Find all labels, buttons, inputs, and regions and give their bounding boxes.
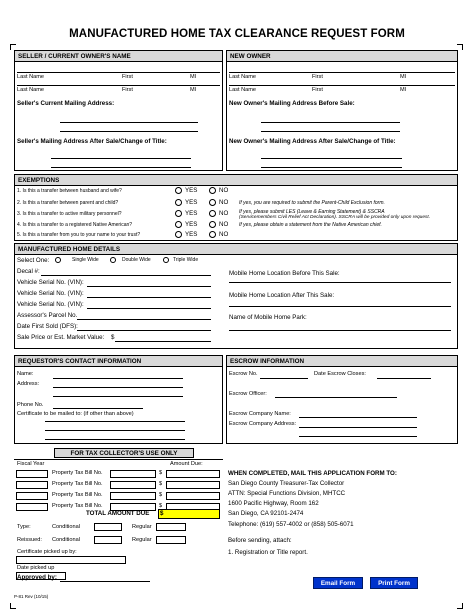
bill-number-input[interactable]	[110, 492, 156, 500]
escrow-company-name-line[interactable]	[299, 417, 417, 418]
conditional-label: Conditional	[52, 537, 80, 543]
total-dollar-sign: $	[160, 510, 164, 517]
attach-item-text: 1. Registration or Title report.	[228, 549, 308, 556]
date-picked-up-label: Date picked up	[17, 565, 55, 571]
exemption-no-radio[interactable]	[209, 187, 216, 194]
exemption-no-radio[interactable]	[209, 231, 216, 238]
new-owner-last-name-label: Last Name	[229, 87, 257, 93]
new-owner-before-sale-address-line[interactable]	[261, 122, 400, 123]
requestor-name-line[interactable]	[53, 378, 183, 379]
bill-label: Property Tax Bill No.	[52, 503, 103, 509]
seller-current-address-line[interactable]	[60, 131, 198, 132]
new-owner-first-label: First	[312, 87, 323, 93]
decal-label: Decal #:	[17, 268, 40, 275]
collector-top-rule	[14, 459, 223, 460]
escrow-officer-line[interactable]	[275, 397, 397, 398]
type-regular-checkbox[interactable]	[156, 523, 186, 531]
location-before-line[interactable]	[229, 282, 451, 283]
parcel-label: Assessor's Parcel No.	[17, 312, 78, 319]
fiscal-year-input[interactable]	[16, 470, 48, 478]
exemption-yes-radio[interactable]	[175, 187, 182, 194]
collector-section	[14, 448, 223, 588]
exemption-yes-radio[interactable]	[175, 210, 182, 217]
select-one-label: Select One:	[17, 257, 50, 264]
exemptions-header: EXEMPTIONS	[15, 175, 457, 186]
exemptions-section	[14, 174, 458, 241]
seller-name-line[interactable]	[17, 72, 220, 73]
seller-current-address-line[interactable]	[60, 122, 198, 123]
escrow-company-name-label: Escrow Company Name:	[229, 411, 291, 417]
single-wide-radio[interactable]	[55, 257, 61, 263]
new-owner-after-sale-address-label: New Owner's Mailing Address After Sale/Change of Title:	[229, 138, 396, 145]
exemption-question: 3. Is this a transfer to active military personnel?	[17, 211, 122, 217]
exemption-question: 4. Is this a transfer to a registered Native American?	[17, 222, 133, 228]
seller-first-label: First	[122, 87, 133, 93]
triple-wide-radio[interactable]	[163, 257, 169, 263]
registration-mark	[457, 603, 463, 609]
sale-price-dollar: $	[111, 334, 115, 341]
approved-by-line[interactable]	[60, 581, 150, 582]
triple-wide-label: Triple Wide	[173, 257, 199, 263]
seller-mi-label: MI	[190, 74, 197, 80]
escrow-section	[226, 355, 458, 444]
vin-input-line[interactable]	[87, 308, 211, 309]
yes-label: YES	[185, 199, 198, 206]
approved-by-label: Approved by:	[17, 574, 57, 581]
new-owner-after-sale-address-line[interactable]	[261, 158, 402, 159]
reissued-conditional-checkbox[interactable]	[94, 536, 122, 544]
exemption-question: 1. Is this a transfer between husband and wife?	[17, 188, 122, 194]
park-name-label: Name of Mobile Home Park:	[229, 314, 307, 321]
registration-mark	[10, 603, 16, 609]
form-code: P-81 Rev (10/15)	[14, 594, 49, 599]
single-wide-label: Single Wide	[72, 257, 99, 263]
fiscal-year-input[interactable]	[16, 503, 48, 511]
amount-due-label: Amount Due:	[170, 461, 203, 467]
seller-after-sale-address-line[interactable]	[51, 167, 191, 168]
vin-label: Vehicle Serial No. (VIN):	[17, 290, 84, 297]
no-label: NO	[219, 199, 229, 206]
certificate-mail-line[interactable]	[45, 439, 185, 440]
exemption-yes-radio[interactable]	[175, 231, 182, 238]
seller-name-line-2[interactable]	[17, 85, 220, 86]
seller-after-sale-address-label: Seller's Mailing Address After Sale/Change of Title:	[17, 138, 167, 145]
exemption-no-radio[interactable]	[209, 199, 216, 206]
mail-address-line: San Diego County Treasurer-Tax Collector	[228, 480, 345, 487]
decal-input-line[interactable]	[41, 275, 211, 276]
amount-input[interactable]	[166, 492, 220, 500]
escrow-no-line[interactable]	[260, 378, 308, 379]
reissued-regular-checkbox[interactable]	[156, 536, 186, 544]
amount-input[interactable]	[166, 470, 220, 478]
new-owner-before-sale-address-line[interactable]	[261, 131, 400, 132]
escrow-company-address-line[interactable]	[299, 436, 417, 437]
new-owner-first-label: First	[312, 74, 323, 80]
no-label: NO	[219, 187, 229, 194]
new-owner-after-sale-address-line[interactable]	[261, 167, 402, 168]
requestor-phone-label: Phone No.	[17, 402, 44, 408]
form-title: MANUFACTURED HOME TAX CLEARANCE REQUEST FORM	[69, 28, 405, 40]
seller-section	[14, 50, 223, 171]
fiscal-year-input[interactable]	[16, 481, 48, 489]
type-conditional-checkbox[interactable]	[94, 523, 122, 531]
telephone-text: Telephone: (619) 557-4002 or (858) 505-6071	[228, 521, 354, 528]
new-owner-mi-label: MI	[400, 87, 407, 93]
seller-mi-label: MI	[190, 87, 197, 93]
certificate-mail-line[interactable]	[45, 421, 185, 422]
new-owner-mi-label: MI	[400, 74, 407, 80]
certificate-picked-up-label: Certificate picked up by:	[17, 549, 77, 555]
vin-input-line[interactable]	[87, 297, 211, 298]
requestor-name-label: Name:	[17, 371, 34, 377]
bill-number-input[interactable]	[110, 481, 156, 489]
certificate-mail-label: Certificate to be mailed to: (if other than above)	[17, 411, 134, 417]
double-wide-radio[interactable]	[110, 257, 116, 263]
new-owner-name-line[interactable]	[229, 72, 455, 73]
regular-label: Regular	[132, 537, 152, 543]
email-form-button[interactable]: Email Form	[313, 577, 363, 589]
print-form-button[interactable]: Print Form	[370, 577, 418, 589]
dollar-sign: $	[159, 481, 163, 487]
exemption-no-radio[interactable]	[209, 221, 216, 228]
parcel-input-line[interactable]	[77, 319, 211, 320]
exemption-yes-radio[interactable]	[175, 199, 182, 206]
certificate-mail-line[interactable]	[45, 430, 185, 431]
before-sending-text: Before sending, attach:	[228, 537, 292, 544]
mh-details-section	[14, 243, 458, 349]
dollar-sign: $	[159, 470, 163, 476]
amount-input[interactable]	[166, 481, 220, 489]
mail-to-heading: WHEN COMPLETED, MAIL THIS APPLICATION FORM TO:	[228, 470, 397, 477]
requestor-phone-line[interactable]	[53, 408, 143, 409]
exemption-yes-radio[interactable]	[175, 221, 182, 228]
yes-label: YES	[185, 221, 198, 228]
total-amount-due-label: TOTAL AMOUNT DUE	[86, 510, 150, 517]
no-label: NO	[219, 210, 229, 217]
new-owner-section	[226, 50, 458, 171]
exemption-question: 5. Is this a transfer from you to your name to your trust?	[17, 232, 141, 238]
double-wide-label: Double Wide	[122, 257, 151, 263]
fiscal-year-label: Fiscal Year	[17, 461, 45, 467]
date-escrow-closes-line[interactable]	[377, 378, 431, 379]
new-owner-name-line-2[interactable]	[229, 85, 455, 86]
seller-last-name-label: Last Name	[17, 87, 45, 93]
seller-after-sale-address-line[interactable]	[51, 158, 191, 159]
park-name-line[interactable]	[229, 330, 451, 331]
escrow-no-label: Escrow No.	[229, 371, 258, 377]
location-after-line[interactable]	[229, 306, 451, 307]
fiscal-year-input[interactable]	[16, 492, 48, 500]
dfs-input-line[interactable]	[77, 330, 211, 331]
requestor-address-label: Address:	[17, 381, 40, 387]
type-label: Type:	[17, 524, 31, 530]
yes-label: YES	[185, 187, 198, 194]
seller-first-label: First	[122, 74, 133, 80]
seller-header: SELLER / CURRENT OWNER'S NAME	[15, 51, 222, 62]
exemption-question: 2. Is this a transfer between parent and child?	[17, 200, 119, 206]
vin-label: Vehicle Serial No. (VIN):	[17, 279, 84, 286]
total-amount-field[interactable]	[158, 509, 220, 519]
no-label: NO	[219, 231, 229, 238]
new-owner-before-sale-address-label: New Owner's Mailing Address Before Sale:	[229, 100, 355, 107]
yes-label: YES	[185, 210, 198, 217]
date-escrow-closes-label: Date Escrow Closes:	[314, 371, 366, 377]
requestor-section	[14, 355, 223, 444]
location-before-label: Mobile Home Location Before This Sale:	[229, 270, 340, 277]
requestor-header: REQUESTOR'S CONTACT INFORMATION	[15, 356, 222, 367]
dollar-sign: $	[159, 492, 163, 498]
no-label: NO	[219, 221, 229, 228]
exemption-note: If yes, you are required to submit the Parent-Child Exclusion form.	[239, 200, 385, 206]
conditional-label: Conditional	[52, 524, 80, 530]
escrow-company-address-line[interactable]	[299, 427, 417, 428]
mail-address-line: San Diego, CA 92101-2474	[228, 510, 304, 517]
mail-address-line: ATTN: Special Functions Division, MHTCC	[228, 490, 346, 497]
dollar-sign: $	[159, 503, 163, 509]
bill-number-input[interactable]	[110, 470, 156, 478]
requestor-address-line[interactable]	[53, 396, 183, 397]
bill-label: Property Tax Bill No.	[52, 481, 103, 487]
escrow-company-address-label: Escrow Company Address:	[229, 421, 297, 427]
reissued-label: Reissued:	[17, 537, 42, 543]
exemption-note: If yes, please submit LES (Leave & Earning Statement) & SSCRA	[239, 209, 385, 215]
yes-label: YES	[185, 231, 198, 238]
sale-price-input-line[interactable]	[115, 341, 211, 342]
bill-label: Property Tax Bill No.	[52, 470, 103, 476]
seller-current-address-label: Seller's Current Mailing Address:	[17, 100, 115, 107]
exemption-note: (Servicemembers Civil Relief Act Declaration). SSCRA will be provided only upon request.	[239, 215, 431, 220]
new-owner-header: NEW OWNER	[227, 51, 457, 62]
seller-last-name-label: Last Name	[17, 74, 45, 80]
picked-up-by-input[interactable]	[16, 556, 126, 564]
requestor-address-line[interactable]	[53, 387, 183, 388]
regular-label: Regular	[132, 524, 152, 530]
collector-header: FOR TAX COLLECTOR'S USE ONLY	[54, 448, 194, 458]
mh-details-header: MANUFACTURED HOME DETAILS	[15, 244, 457, 255]
exemption-no-radio[interactable]	[209, 210, 216, 217]
exemption-note: If yes, please obtain a statement from the Native American chief.	[239, 222, 382, 228]
mail-address-line: 1600 Pacific Highway, Room 162	[228, 500, 319, 507]
dfs-label: Date First Sold (DFS):	[17, 323, 78, 330]
escrow-header: ESCROW INFORMATION	[227, 356, 457, 367]
bill-label: Property Tax Bill No.	[52, 492, 103, 498]
escrow-officer-label: Escrow Officer:	[229, 391, 267, 397]
vin-label: Vehicle Serial No. (VIN):	[17, 301, 84, 308]
vin-input-line[interactable]	[87, 286, 211, 287]
new-owner-last-name-label: Last Name	[229, 74, 257, 80]
location-after-label: Mobile Home Location After This Sale:	[229, 292, 335, 299]
sale-price-label: Sale Price or Est. Market Value:	[17, 334, 105, 341]
